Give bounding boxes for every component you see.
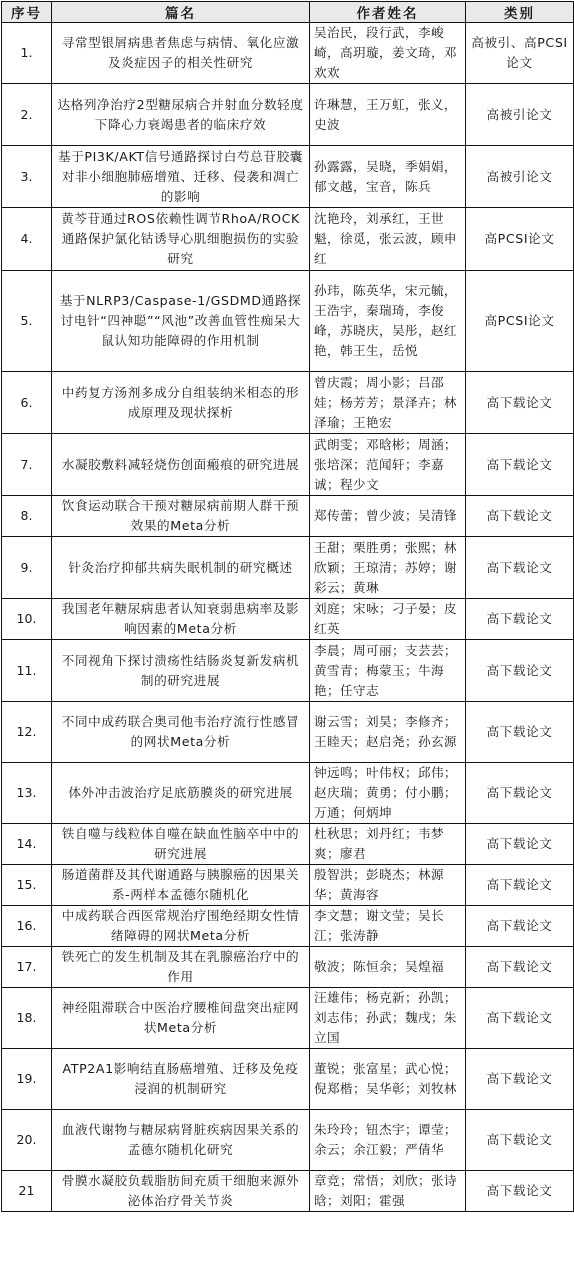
table-row: [2, 434, 574, 496]
row-title: 不同中成药联合奥司他韦治疗流行性感冒的网状Meta分析: [52, 702, 310, 763]
row-authors: 李文慧；谢文莹；吴长江；张涛静: [310, 906, 466, 947]
row-title: 铁死亡的发生机制及其在乳腺癌治疗中的作用: [52, 947, 310, 988]
row-authors: 殷智洪；彭晓杰；林源华；黄海容: [310, 865, 466, 906]
table-row: [2, 599, 574, 640]
table-header-row: [2, 2, 574, 23]
row-authors: 吴治民，段行武，李峻崎，高玥璇，姜文琦，邓欢欢: [310, 23, 466, 84]
row-authors: 谢云雪；刘昊；李修齐；王睦天；赵启尧；孙玄源: [310, 702, 466, 763]
row-title: 寻常型银屑病患者焦虑与病情、氧化应激及炎症因子的相关性研究: [52, 23, 310, 84]
row-category: 高被引论文: [466, 84, 574, 146]
row-authors: 杜秋思；刘丹红；韦梦爽；廖君: [310, 824, 466, 865]
row-serial-number: 6.: [2, 372, 52, 434]
row-serial-number: 20.: [2, 1110, 52, 1171]
row-title: 基于PI3K/AKT信号通路探讨白芍总苷胶囊对非小细胞肺癌增殖、迁移、侵袭和凋亡的影响: [52, 146, 310, 208]
table-row: [2, 763, 574, 824]
row-title: 血液代谢物与糖尿病肾脏疾病因果关系的孟德尔随机化研究: [52, 1110, 310, 1171]
row-category: 高下载论文: [466, 599, 574, 640]
row-title: 体外冲击波治疗足底筋膜炎的研究进展: [52, 763, 310, 824]
row-authors: 曾庆霞；周小影；吕邵娃；杨芳芳；景泽卉；林泽瑜；王艳宏: [310, 372, 466, 434]
row-serial-number: 4.: [2, 208, 52, 271]
row-serial-number: 15.: [2, 865, 52, 906]
row-serial-number: 3.: [2, 146, 52, 208]
row-authors: 孙玮，陈英华，宋元毓，王浩宇，秦瑞琦，李俊峰，苏晓庆，吴彤，赵红艳，韩王生，岳悦: [310, 271, 466, 372]
table-row: [2, 23, 574, 84]
row-category: 高下载论文: [466, 865, 574, 906]
row-serial-number: 12.: [2, 702, 52, 763]
row-category: 高下载论文: [466, 1049, 574, 1110]
row-serial-number: 14.: [2, 824, 52, 865]
row-authors: 王甜；栗胜勇；张熙；林欣颖；王琼清；苏婷；谢彩云；黄琳: [310, 537, 466, 599]
table-row: [2, 1110, 574, 1171]
row-category: 高PCSI论文: [466, 271, 574, 372]
row-category: 高下载论文: [466, 1110, 574, 1171]
row-serial-number: 11.: [2, 640, 52, 702]
header-serial-number: 序号: [2, 2, 52, 23]
row-title: 基于NLRP3/Caspase-1/GSDMD通路探讨电针“四神聪”“风池”改善血管性痴呆大鼠认知功能障碍的作用机制: [52, 271, 310, 372]
row-authors: 汪雄伟；杨克新；孙凯；刘志伟；孙武；魏戌；朱立国: [310, 988, 466, 1049]
row-category: 高下载论文: [466, 988, 574, 1049]
row-title: 黄芩苷通过ROS依赖性调节RhoA/ROCK通路保护氯化钴诱导心肌细胞损伤的实验研究: [52, 208, 310, 271]
row-category: 高被引、高PCSI论文: [466, 23, 574, 84]
row-authors: 武朗雯；邓晗彬；周涵；张培深；范闻轩；李嘉诚；程少文: [310, 434, 466, 496]
row-title: 中药复方汤剂多成分自组装纳米相态的形成原理及现状探析: [52, 372, 310, 434]
table-row: [2, 271, 574, 372]
row-authors: 许琳慧，王万虹，张义，史波: [310, 84, 466, 146]
table-row: [2, 702, 574, 763]
row-category: 高下载论文: [466, 906, 574, 947]
table-row: [2, 84, 574, 146]
row-title: 神经阻滞联合中医治疗腰椎间盘突出症网状Meta分析: [52, 988, 310, 1049]
row-serial-number: 19.: [2, 1049, 52, 1110]
table-row: [2, 906, 574, 947]
row-title: 骨膜水凝胶负载脂肪间充质干细胞来源外泌体治疗骨关节炎: [52, 1171, 310, 1212]
row-authors: 董锐；张富星；武心悦；倪郑楷；吴华彰；刘牧林: [310, 1049, 466, 1110]
row-title: 我国老年糖尿病患者认知衰弱患病率及影响因素的Meta分析: [52, 599, 310, 640]
row-title: ATP2A1影响结直肠癌增殖、迁移及免疫浸润的机制研究: [52, 1049, 310, 1110]
header-authors: 作者姓名: [310, 2, 466, 23]
row-category: 高被引论文: [466, 146, 574, 208]
row-authors: 孙露露，吴晓，季娟娟，郁文越，宝音，陈兵: [310, 146, 466, 208]
row-authors: 钟远鸣；叶伟权；邱伟；赵庆瑞；黄勇；付小鹏；万通；何炳坤: [310, 763, 466, 824]
table-row: [2, 1049, 574, 1110]
table-body: [2, 23, 574, 1212]
row-title: 铁自噬与线粒体自噬在缺血性脑卒中中的研究进展: [52, 824, 310, 865]
row-serial-number: 7.: [2, 434, 52, 496]
row-title: 水凝胶敷料减轻烧伤创面瘢痕的研究进展: [52, 434, 310, 496]
row-category: 高下载论文: [466, 947, 574, 988]
row-serial-number: 2.: [2, 84, 52, 146]
article-table: [1, 1, 574, 1212]
row-title: 达格列净治疗2型糖尿病合并射血分数轻度下降心力衰竭患者的临床疗效: [52, 84, 310, 146]
row-title: 中成药联合西医常规治疗围绝经期女性情绪障碍的网状Meta分析: [52, 906, 310, 947]
row-authors: 郑传蕾；曾少波；吴清锋: [310, 496, 466, 537]
row-category: 高下载论文: [466, 702, 574, 763]
row-authors: 李晨；周可丽；支芸芸；黄雪青；梅蒙玉；牛海艳；任守志: [310, 640, 466, 702]
row-serial-number: 16.: [2, 906, 52, 947]
row-authors: 朱玲玲；钮杰宇；谭莹；余云；余江毅；严倩华: [310, 1110, 466, 1171]
row-category: 高下载论文: [466, 1171, 574, 1212]
row-category: 高下载论文: [466, 372, 574, 434]
row-category: 高下载论文: [466, 763, 574, 824]
row-serial-number: 9.: [2, 537, 52, 599]
table-row: [2, 988, 574, 1049]
table-row: [2, 146, 574, 208]
row-serial-number: 21: [2, 1171, 52, 1212]
row-title: 饮食运动联合干预对糖尿病前期人群干预效果的Meta分析: [52, 496, 310, 537]
row-authors: 刘庭；宋咏；刁子晏；皮红英: [310, 599, 466, 640]
row-title: 针灸治疗抑郁共病失眠机制的研究概述: [52, 537, 310, 599]
article-table-container: [1, 1, 573, 1263]
row-title: 不同视角下探讨溃疡性结肠炎复新发病机制的研究进展: [52, 640, 310, 702]
row-category: 高下载论文: [466, 640, 574, 702]
table-row: [2, 865, 574, 906]
table-row: [2, 1171, 574, 1212]
table-row: [2, 640, 574, 702]
row-serial-number: 5.: [2, 271, 52, 372]
row-category: 高PCSI论文: [466, 208, 574, 271]
table-row: [2, 208, 574, 271]
header-title: 篇名: [52, 2, 310, 23]
header-category: 类别: [466, 2, 574, 23]
row-authors: 敬波；陈恒余；吴煌福: [310, 947, 466, 988]
row-serial-number: 1.: [2, 23, 52, 84]
table-row: [2, 372, 574, 434]
row-serial-number: 17.: [2, 947, 52, 988]
row-category: 高下载论文: [466, 496, 574, 537]
row-title: 肠道菌群及其代谢通路与胰腺癌的因果关系-两样本孟德尔随机化: [52, 865, 310, 906]
table-row: [2, 537, 574, 599]
row-serial-number: 10.: [2, 599, 52, 640]
row-serial-number: 13.: [2, 763, 52, 824]
table-row: [2, 496, 574, 537]
row-category: 高下载论文: [466, 824, 574, 865]
table-row: [2, 824, 574, 865]
row-serial-number: 8.: [2, 496, 52, 537]
row-authors: 沈艳玲，刘承红，王世魁，徐觅，张云波，顾申红: [310, 208, 466, 271]
row-category: 高下载论文: [466, 537, 574, 599]
row-category: 高下载论文: [466, 434, 574, 496]
table-row: [2, 947, 574, 988]
row-authors: 章竞；常悟；刘欣；张诗晗；刘阳；霍强: [310, 1171, 466, 1212]
row-serial-number: 18.: [2, 988, 52, 1049]
